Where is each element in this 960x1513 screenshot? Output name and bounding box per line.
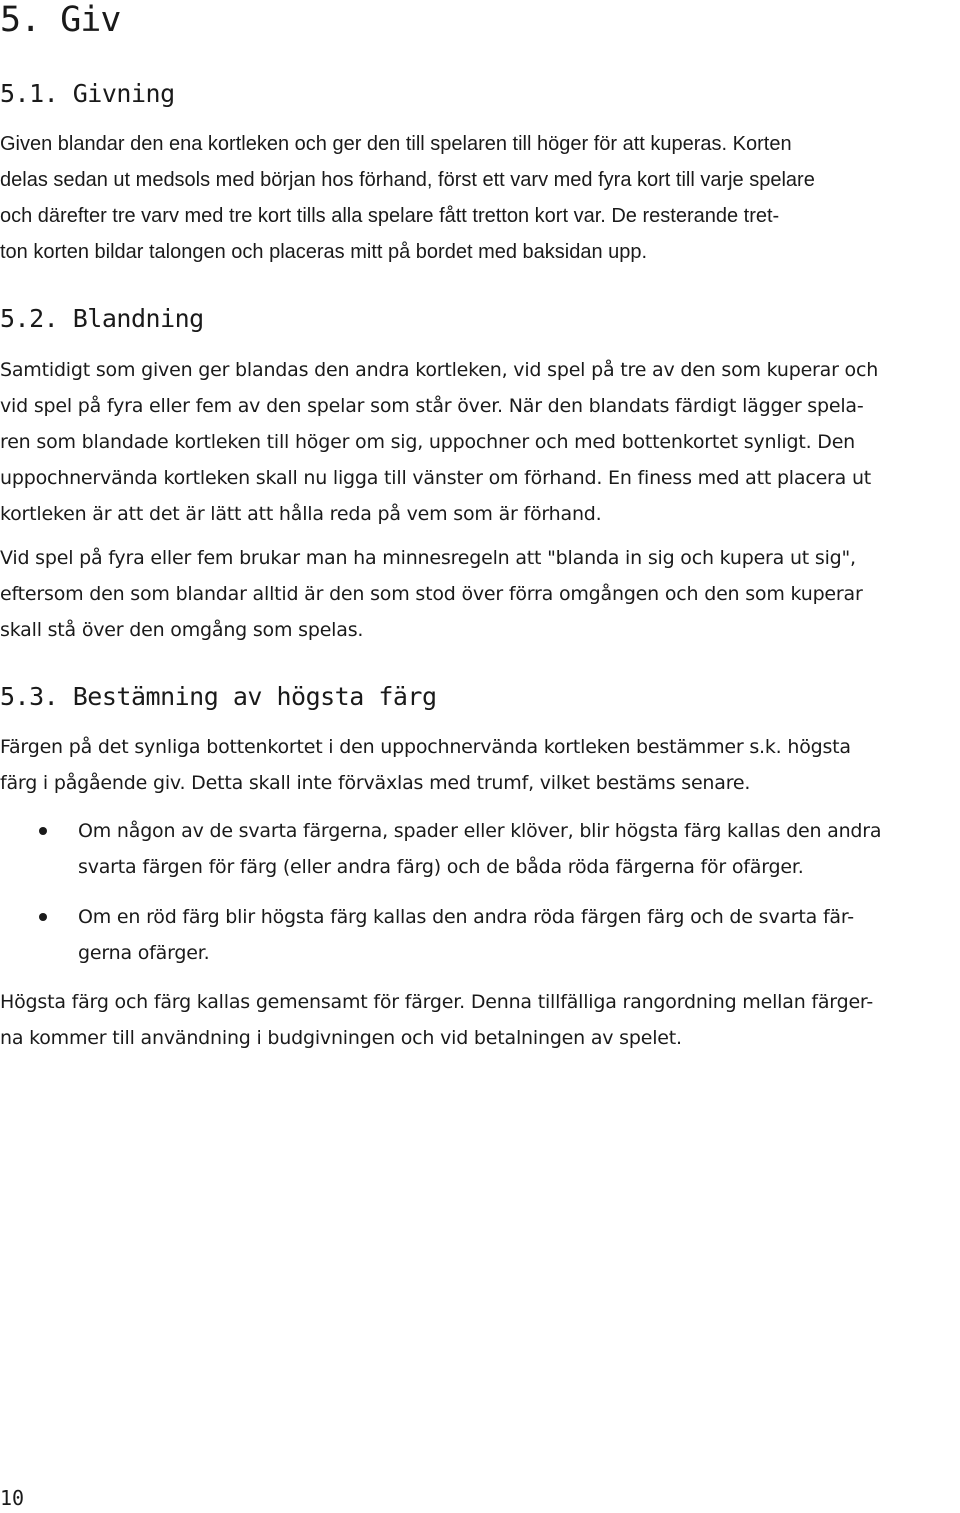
text-line: Vid spel på fyra eller fem brukar man ha minnesregeln att "blanda in sig och kupera ut sig", [0,547,856,569]
text-line: Färgen på det synliga bottenkortet i den uppochnervända kortleken bestämmer s.k. högsta [0,736,851,758]
text-line: ren som blandade kortleken till höger om sig, uppochner och med bottenkortet synligt. Den [0,431,856,453]
paragraph-hogsta-farg-intro [0,729,960,801]
page-number: 10 [0,1486,25,1510]
text-line: kortleken är att det är lätt att hålla reda på vem som är förhand. [0,503,602,525]
text-line: skall stå över den omgång som spelas. [0,619,364,641]
text-line: uppochnervända kortleken skall nu ligga till vänster om förhand. En finess med att placera ut [0,467,872,489]
section-heading-blandning: 5.2. Blandning [0,304,204,333]
section-heading-hogsta-farg: 5.3. Bestämning av högsta färg [0,682,437,711]
text-line: eftersom den som blandar alltid är den som stod över förra omgången och den som kuperar [0,583,863,605]
text-line: delas sedan ut medsols med början hos förhand, först ett varv med fyra kort till varje spelare [0,169,815,191]
text-line: na kommer till användning i budgivningen och vid betalningen av spelet. [0,1027,682,1049]
section-heading-givning: 5.1. Givning [0,79,175,108]
text-line: Om någon av de svarta färgerna, spader eller klöver, blir högsta färg kallas den andra [78,820,882,842]
text-line: vid spel på fyra eller fem av den spelar som står över. När den blandats färdigt lägger spela- [0,395,864,417]
text-line: och därefter tre varv med tre kort tills alla spelare fått tretton kort var. De resterande tret- [0,205,780,227]
bullet-list [0,813,960,985]
text-line: Om en röd färg blir högsta färg kallas den andra röda färgen färg och de svarta fär- [78,906,854,928]
text-line: Given blandar den ena kortleken och ger den till spelaren till höger för att kuperas. Korten [0,133,792,155]
text-line: Samtidigt som given ger blandas den andra kortleken, vid spel på tre av den som kuperar och [0,359,879,381]
bullet-dot-icon [39,827,47,835]
text-line: gerna ofärger. [78,942,210,964]
paragraph-givning [0,126,960,270]
list-item [0,813,960,885]
list-item [0,899,960,971]
text-line: Högsta färg och färg kallas gemensamt för färger. Denna tillfälliga rangordning mellan färger- [0,991,873,1013]
paragraph-blandning-2 [0,540,960,648]
paragraph-blandning-1 [0,352,960,532]
paragraph-hogsta-farg-closing [0,984,960,1056]
text-line: ton korten bildar talongen och placeras mitt på bordet med baksidan upp. [0,241,648,263]
text-line: färg i pågående giv. Detta skall inte förväxlas med trumf, vilket bestäms senare. [0,772,751,794]
bullet-dot-icon [39,913,47,921]
text-line: svarta färgen för färg (eller andra färg) och de båda röda färgerna för ofärger. [78,856,804,878]
chapter-heading: 5. Giv [0,0,121,40]
